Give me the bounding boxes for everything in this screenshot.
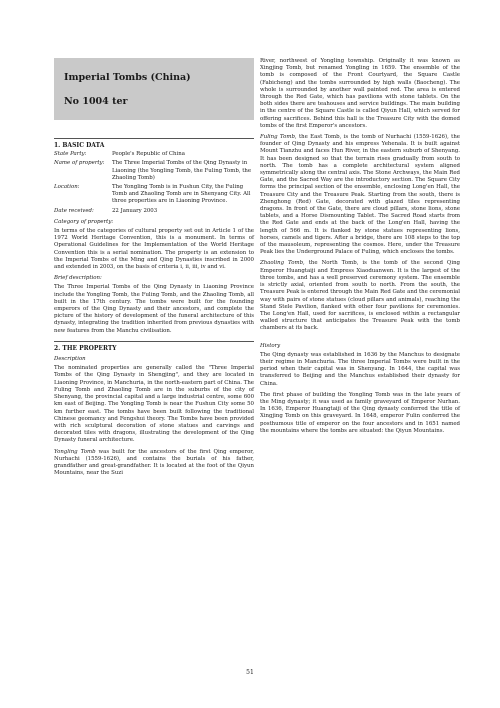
description-label: Description bbox=[54, 356, 86, 363]
left-column bbox=[54, 58, 254, 481]
fuling-lead: Fuling Tomb bbox=[260, 134, 295, 141]
row-value: People's Republic of China bbox=[112, 151, 185, 158]
row-label: Date received: bbox=[54, 207, 94, 214]
title-box bbox=[54, 58, 254, 120]
right-paragraph bbox=[260, 260, 460, 332]
row-label: State Party: bbox=[54, 151, 87, 158]
history-paragraph: The first phase of building the Yongling Tomb was in the late years of the Ming dynasty; it was used as family graveyard of Emperor Nurhan. In 1636, Emperor Huangtaiji of the Qing dynasty conferred the title of Xingjing Tomb on this graveyard. In 1648, emperor Fulin conferred the posthumous title of emperor on the four ancestors and in 1651 named the mountains where the tombs are situated: the Qiyun Mountains. bbox=[260, 391, 460, 434]
row-label: Location: bbox=[54, 184, 80, 191]
row-value: The Three Imperial Tombs of the Qing Dynasty in Liaoning (the Yongling Tomb, the Fuling Tomb, the Zhaoling Tomb) bbox=[112, 160, 252, 181]
category-text: In terms of the categories of cultural property set out in Article 1 of the 1972 World Heritage Convention, this is a monument. In terms of Operational Guidelines for the Implementation of the World Heritage Convention this is a serial nomination. The property is an extension to the Imperial Tombs of the Ming and Qing Dynasties inscribed in 2000 and extended in 2003, on the basis of criteria i, ii, iii, iv and vi. bbox=[54, 228, 254, 271]
row-value: 22 January 2003 bbox=[112, 207, 158, 214]
row-value: The Yongling Tomb is in Fushun City, the Fuling Tomb and Zhaoling Tomb are in Shenyang City. All three properties are in Liaoning Province. bbox=[112, 184, 251, 205]
basic-data-row bbox=[54, 208, 254, 215]
property-paragraph: The nominated properties are generally called the "Three Imperial Tombs of the Qing Dynasty in Shengjing", and they are located in Liaoning Province, in Manchuria, in the north-eastern part of China. The Fuling Tomb and Zhaoling Tomb are in the suburbs of the city of Shenyang, the provincial capital and a large industrial centre, some 600 km east of Beijing. The Yongling Tomb is near the Fushun City some 50 km further east. The tombs have been built following the traditional Chinese geomancy and Fengshui theory. The Tombs have been provided with rich sculptural decoration of stone statues and carvings and decorated tiles with dragons, illustrating the development of the Qing Dynasty funeral architecture. bbox=[54, 365, 254, 444]
document-title: Imperial Tombs (China) bbox=[64, 72, 191, 83]
basic-data-row bbox=[54, 151, 254, 158]
section-heading-property: 2. THE PROPERTY bbox=[54, 341, 254, 352]
section-heading-basic-data: 1. BASIC DATA bbox=[54, 138, 254, 149]
yongling-text: was built for the ancestors of the first Qing emperor, Nurhachi (1559-1626), and contains the burials of his father, grandfather and great-grandfather. It is located at the foot of the Qiyun Mountains, near the Suzi bbox=[54, 448, 255, 477]
fuling-text: , the East Tomb, is the tomb of Nurhachi (1559-1626), the founder of Qing Dynasty and his empress Yehenala. It is built against Mount Tianzhu and faces Hun River, in the eastern suburb of Shenyang. It has been designed so that the terrain rises gradually from south to north. The tomb has a complete architectural system aligned symmetrically along the central axis. The Stone Archways, the Main Red Gate, and the Sacred Way are the introductory section. The Square City forms the principal section of the ensemble, enclosing Long'en Hall, the Treasure City and the Treasure Peak. Starting from the south, there is Zhenghong (Red) Gate, decorated with glazed tiles representing dragons. In front of the Gate, there are cloud pillars, stone lions, stone tablets, and a Horse Dismounting Tablet. The Sacred Road starts from the Red Gate and ends at the back of the Long'en Hall, having the length of 566 m. It is flanked by stone statues representing lions, horses, camels and tigers. After a bridge, there are 108 steps to the top of the mausoleum, representing the cosmos. Here, under the Treasure Peak lies the Underground Palace of Fuling, which encloses the tombs. bbox=[260, 134, 460, 256]
right-paragraph: River, northwest of Yongling township. Originally it was known as Xingjing Tomb, but renamed Yongling in 1659. The ensemble of the tomb is composed of the Front Courtyard, the Square Castle (Fabicheng) and the tombs surrounded by high walls (Baocheng). The whole is surrounded by another wall painted red. The area is entered through the Red Gate, which has pavilions with stone tablets. On the both sides there are teahouses and service buildings. The main building in the centre of the Square Castle is called Qiyun Hall, which served for offering sacrifices. Behind this hall is the Treasure City with the domed tombs of the first Emperor's ancestors. bbox=[260, 58, 460, 129]
brief-description-label: Brief description: bbox=[54, 275, 102, 282]
zhaoling-text: , the North Tomb, is the tomb of the second Qing Emperor Huangtaiji and Empress Xiaoduanwen. It is the largest of the three tombs, and has a well preserved ceremony system. The ensemble is strictly axial, oriented from south to north. From the south, the Treasure Peak is entered through the Main Red Gate and the ceremonial way with pairs of stone statues (cloud pillars and animals), reaching the Stand Stele Pavilion, flanked with other four pavilions for ceremonies. The Long'en Hall, used for sacrifices, is enclosed within a rectangular walled structure that anticipates the Treasure Peak with the tomb chambers at its back. bbox=[260, 260, 460, 332]
history-paragraph: The Qing dynasty was established in 1636 by the Manchus to designate their regime in Manchuria. The three Imperial Tombs were built in the period when their capital was in Shenyang. In 1644, the capital was transferred to Beijing and the Manchus established their dynasty for China. bbox=[260, 351, 460, 387]
property-paragraph bbox=[54, 449, 254, 478]
category-label: Category of property: bbox=[54, 218, 114, 225]
basic-data-row bbox=[54, 160, 254, 182]
right-column bbox=[260, 58, 460, 439]
document-number: No 1004 ter bbox=[64, 96, 128, 107]
right-paragraph bbox=[260, 134, 460, 256]
page-number: 51 bbox=[246, 669, 254, 676]
row-label: Name of property: bbox=[54, 160, 105, 167]
history-label: History bbox=[260, 342, 281, 349]
zhaoling-lead: Zhaoling Tomb bbox=[260, 260, 304, 267]
brief-description-text: The Three Imperial Tombs of the Qing Dynasty in Liaoning Province include the Yongling Tomb, the Fuling Tomb, and the Zhaoling Tomb, all built in the 17th century. The tombs were built for the founding emperors of the Qing Dynasty and their ancestors, and complete the picture of the history of development of the funeral architecture of this dynasty, integrating the tradition inherited from previous dynasties with new features from the Manchu civilisation. bbox=[54, 284, 254, 334]
basic-data-row bbox=[54, 184, 254, 206]
yongling-lead: Yongling Tomb bbox=[54, 448, 96, 455]
